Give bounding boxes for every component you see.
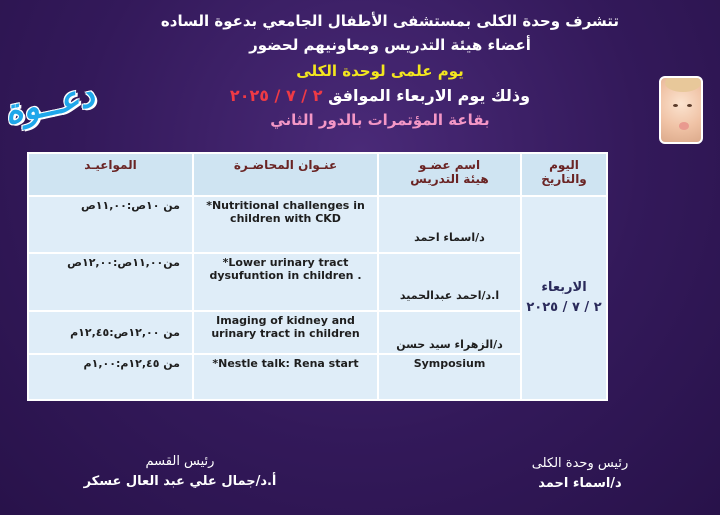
header-day: اليوم والتاريخ: [521, 153, 607, 196]
table-row: [28, 354, 607, 400]
lecture-title-cell: *Nutritional challenges in children with CKD: [193, 196, 378, 253]
signature-unit-head: [500, 454, 660, 494]
speaker-cell: ا.د/احمد عبدالحميد: [378, 253, 521, 311]
header-time: المواعيـد: [28, 153, 193, 196]
table-row: [28, 253, 607, 311]
invitation-line-2: أعضاء هيئة التدريس ومعاونيهم لحضور: [249, 36, 531, 54]
department-head-title: رئيس القسم: [145, 454, 215, 469]
header-title: عنـوان المحاضـرة: [193, 153, 378, 196]
table-row: [28, 311, 607, 354]
lecture-title-cell: *Lower urinary tract dysufuntion in children .: [193, 253, 378, 311]
schedule-header-row: [28, 153, 607, 196]
lecture-title-cell: *Nestle talk: Rena start: [193, 354, 378, 400]
baby-mouth: [679, 122, 689, 130]
event-date-prefix: وذلك يوم الاربعاء الموافق: [328, 86, 531, 105]
time-cell: من١١,٠٠ص:١٢,٠٠ص: [28, 253, 193, 311]
time-cell: من ١٢,٠٠ص:١٢,٤٥م: [28, 311, 193, 354]
invitation-word: دعــوة: [0, 75, 98, 133]
time-cell: من ١٢,٤٥م:١,٠٠م: [28, 354, 193, 400]
speaker-cell: د/اسماء احمد: [378, 196, 521, 253]
baby-photo: [659, 76, 703, 144]
lecture-title-cell: Imaging of kidney and urinary tract in children: [193, 311, 378, 354]
speaker-cell: Symposium: [378, 354, 521, 400]
event-venue: بقاعة المؤتمرات بالدور الثاني: [270, 111, 490, 129]
unit-head-name: د/اسماء احمد: [538, 476, 622, 491]
header-speaker: اسم عضـو هيئة التدريس: [378, 153, 521, 196]
department-head-name: أ.د/جمال علي عبد العال عسكر: [83, 474, 277, 489]
event-date-line: [20, 86, 720, 105]
time-cell: من ١٠ص:١١,٠٠ص: [28, 196, 193, 253]
unit-head-title: رئيس وحدة الكلى: [531, 456, 629, 471]
baby-hair: [665, 76, 701, 92]
event-title: يوم علمى لوحدة الكلى: [296, 62, 464, 80]
baby-eye-left: [673, 104, 678, 107]
signature-department-head: [80, 452, 280, 492]
event-date: ٢ / ٧ / ٢٠٢٥: [229, 86, 323, 105]
table-row: [28, 196, 607, 253]
schedule-table: [27, 152, 608, 401]
baby-eye-right: [687, 104, 692, 107]
speaker-cell: د/الزهراء سيد حسن: [378, 311, 521, 354]
invitation-line-1: تتشرف وحدة الكلى بمستشفى الأطفال الجامعي بدعوة الساده: [160, 12, 620, 30]
day-cell: الاربعاء ٢ / ٧ / ٢٠٢٥: [521, 196, 607, 400]
